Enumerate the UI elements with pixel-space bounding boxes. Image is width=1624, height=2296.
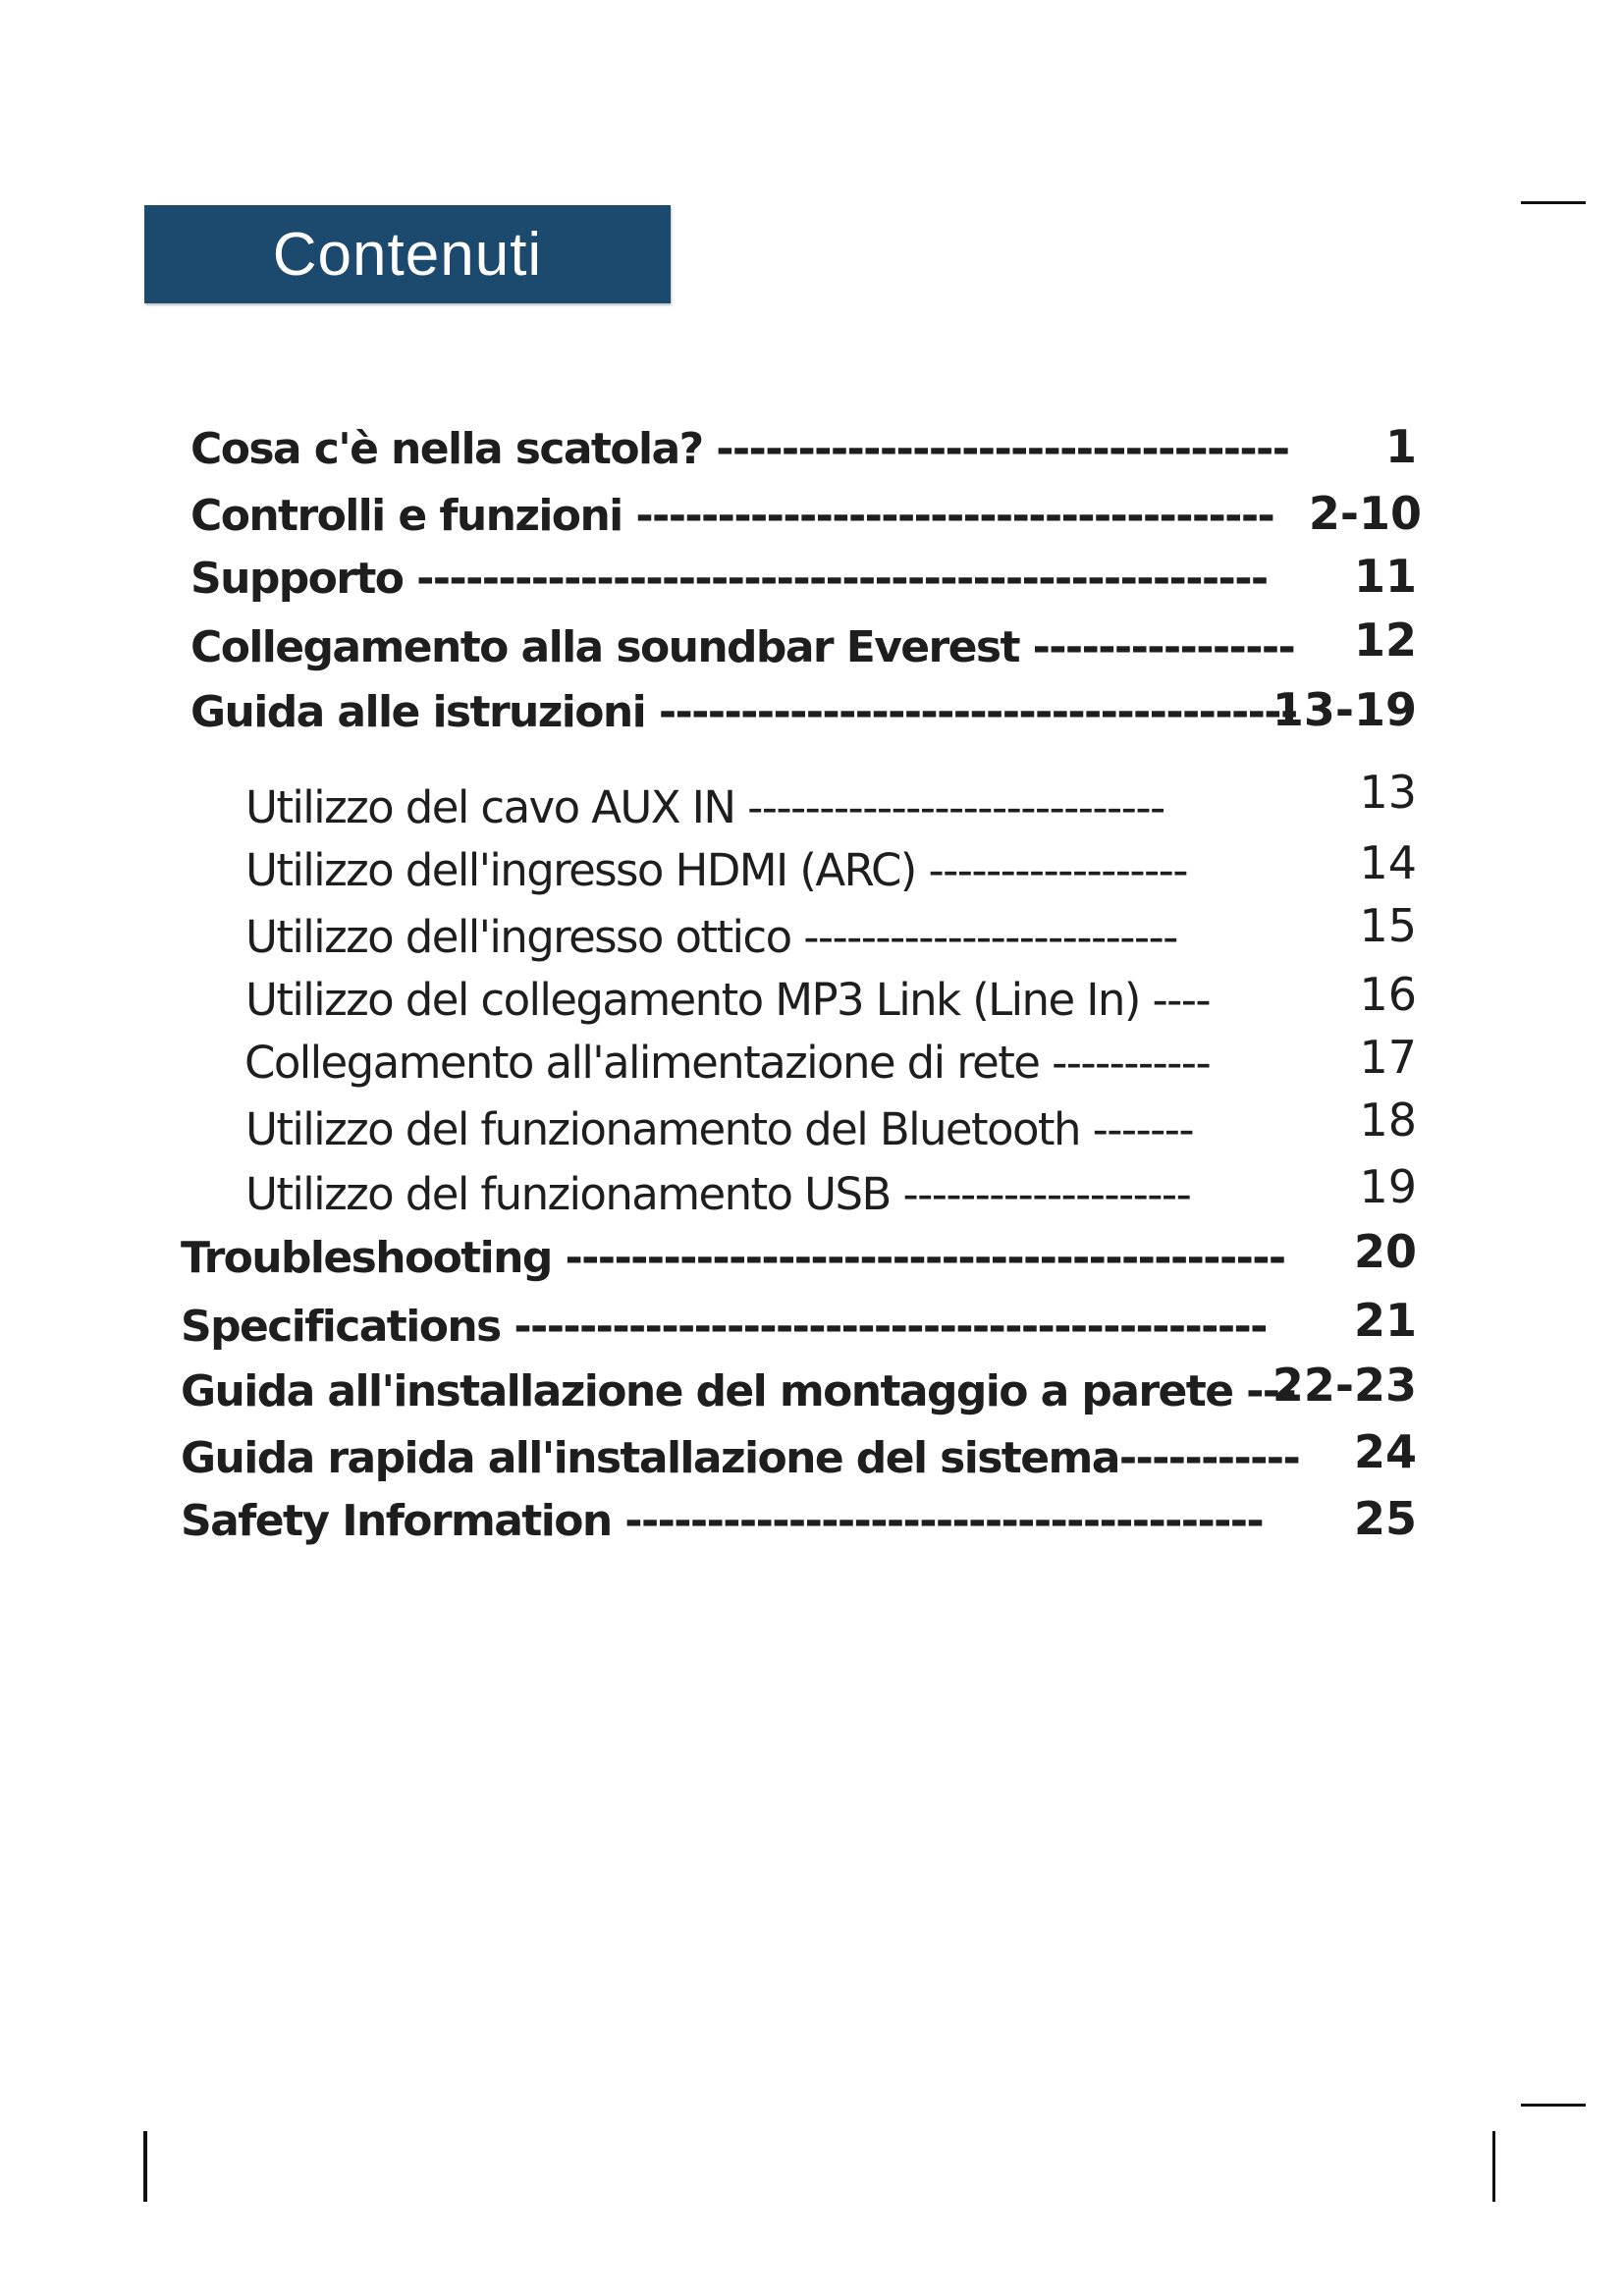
toc-entry-label: Safety Information --------------------------------------- xyxy=(181,1496,1264,1546)
toc-subentry-page: 15 xyxy=(1359,899,1417,952)
toc-entry-label: Cosa c'è nella scatola? ----------------------------------- xyxy=(190,424,1289,474)
toc-entry-page: 21 xyxy=(1353,1294,1417,1347)
toc-entry-page: 22-23 xyxy=(1272,1359,1417,1412)
toc-entry-label: Troubleshooting -------------------------------------------- xyxy=(181,1233,1285,1283)
toc-entry-page: 2-10 xyxy=(1308,487,1422,540)
toc-subentry-label: Utilizzo dell'ingresso ottico -------------------------- xyxy=(245,911,1177,963)
toc-subentry-page: 16 xyxy=(1359,968,1417,1021)
toc-subentry-page: 13 xyxy=(1359,766,1417,819)
toc-entry-page: 13-19 xyxy=(1272,683,1417,736)
crop-mark-top-right xyxy=(1521,201,1586,204)
crop-mark-bottom-right-v xyxy=(1492,2131,1495,2202)
toc-entry-page: 24 xyxy=(1353,1425,1417,1478)
toc-subentry-label: Utilizzo del funzionamento USB -------------------- xyxy=(245,1168,1191,1220)
toc-entry-page: 1 xyxy=(1384,420,1417,473)
toc-entry-page: 12 xyxy=(1353,614,1417,667)
toc-subentry-label: Utilizzo dell'ingresso HDMI (ARC) ------------------ xyxy=(245,844,1187,896)
toc-subentry-page: 19 xyxy=(1359,1160,1417,1213)
toc-entry-page: 20 xyxy=(1353,1225,1417,1278)
toc-entry-label: Specifications ---------------------------------------------- xyxy=(181,1302,1267,1352)
toc-subentry-label: Utilizzo del cavo AUX IN ----------------------------- xyxy=(245,781,1164,833)
toc-entry-page: 25 xyxy=(1353,1492,1417,1545)
title-banner xyxy=(144,205,671,303)
toc-subentry-label: Collegamento all'alimentazione di rete ----------- xyxy=(244,1037,1211,1089)
toc-entry-label: Controlli e funzioni --------------------------------------- xyxy=(190,491,1274,541)
toc-subentry-page: 18 xyxy=(1359,1094,1417,1147)
toc-subentry-label: Utilizzo del funzionamento del Bluetooth ------- xyxy=(245,1103,1194,1155)
crop-mark-bottom-right-h xyxy=(1521,2104,1586,2107)
toc-entry-label: Guida all'installazione del montaggio a parete --- xyxy=(181,1366,1296,1416)
toc-entry-page: 11 xyxy=(1353,550,1417,603)
toc-subentry-label: Utilizzo del collegamento MP3 Link (Line In) ---- xyxy=(245,974,1211,1026)
toc-entry-label: Guida rapida all'installazione del sistema----------- xyxy=(181,1433,1300,1483)
toc-subentry-page: 14 xyxy=(1359,836,1417,889)
page-title: Contenuti xyxy=(272,220,543,289)
toc-subentry-page: 17 xyxy=(1359,1031,1417,1084)
toc-entry-label: Collegamento alla soundbar Everest ---------------- xyxy=(190,622,1295,672)
crop-mark-bottom-left-v xyxy=(143,2131,147,2202)
toc-entry-label: Supporto ---------------------------------------------------- xyxy=(190,554,1268,604)
toc-entry-label: Guida alle istruzioni --------------------------------------- xyxy=(190,687,1297,737)
